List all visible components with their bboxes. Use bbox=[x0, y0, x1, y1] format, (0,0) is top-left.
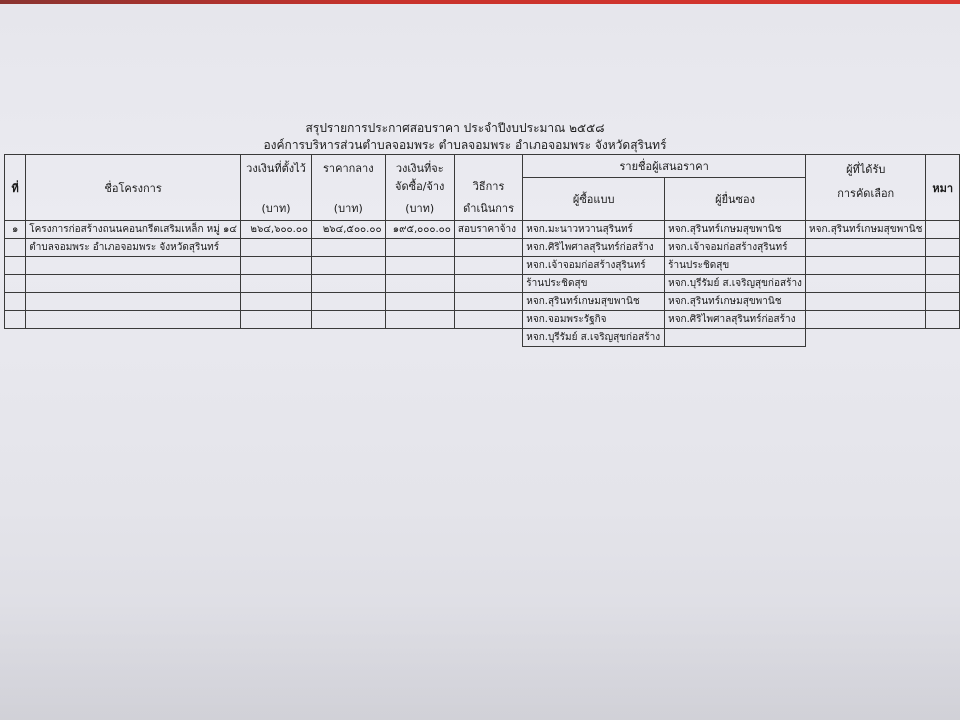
header-project: ชื่อโครงการ bbox=[26, 155, 241, 221]
median-price-value: ๒๖๔,๕๐๐.๐๐ bbox=[312, 221, 386, 239]
buyer-name: หจก.ศิริไพศาลสุรินทร์ก่อสร้าง bbox=[523, 239, 665, 257]
header-remark: หมา bbox=[926, 155, 960, 221]
header-selected: ผู้ที่ได้รับ การคัดเลือก bbox=[806, 155, 926, 221]
budget-value: ๒๖๔,๖๐๐.๐๐ bbox=[240, 221, 311, 239]
project-name-line2: ตำบลจอมพระ อำเภอจอมพระ จังหวัดสุรินทร์ bbox=[26, 239, 241, 257]
buyer-name: ร้านประชิดสุข bbox=[523, 275, 665, 293]
document-title: สรุปรายการประกาศสอบราคา ประจำปีงบประมาณ ๒๕๕๘ bbox=[305, 121, 605, 135]
document-paper bbox=[0, 4, 960, 720]
buyer-name: หจก.จอมพระรัฐกิจ bbox=[523, 311, 665, 329]
header-no: ที่ bbox=[5, 155, 26, 221]
submitter-name: หจก.สุรินทร์เกษมสุขพานิช bbox=[665, 293, 806, 311]
header-procure-amount: วงเงินที่จะ จัดซื้อ/จ้าง (บาท) bbox=[385, 155, 454, 221]
remark-cell bbox=[926, 221, 960, 239]
table-header-row bbox=[5, 155, 960, 178]
table-row bbox=[5, 221, 960, 239]
submitter-name bbox=[665, 329, 806, 347]
row-no: ๑ bbox=[5, 221, 26, 239]
procurement-table bbox=[4, 154, 960, 347]
selected-contractor: หจก.สุรินทร์เกษมสุขพานิช bbox=[806, 221, 926, 239]
method-value: สอบราคาจ้าง bbox=[454, 221, 522, 239]
submitter-name: หจก.บุรีรัมย์ ส.เจริญสุขก่อสร้าง bbox=[665, 275, 806, 293]
buyer-name: หจก.บุรีรัมย์ ส.เจริญสุขก่อสร้าง bbox=[523, 329, 665, 347]
submitter-name: ร้านประชิดสุข bbox=[665, 257, 806, 275]
project-name-line1: โครงการก่อสร้างถนนคอนกรีตเสริมเหล็ก หมู่ ๑๔ bbox=[26, 221, 241, 239]
table-row bbox=[5, 311, 960, 329]
header-median-price: ราคากลาง (บาท) bbox=[312, 155, 386, 221]
document-subtitle: องค์การบริหารส่วนตำบลจอมพระ ตำบลจอมพระ อำเภอจอมพระ จังหวัดสุรินทร์ bbox=[263, 138, 667, 152]
header-bidders-group: รายชื่อผู้เสนอราคา bbox=[523, 155, 806, 178]
submitter-name: หจก.เจ้าจอมก่อสร้างสุรินทร์ bbox=[665, 239, 806, 257]
submitter-name: หจก.สุรินทร์เกษมสุขพานิช bbox=[665, 221, 806, 239]
table-row bbox=[5, 257, 960, 275]
header-method: วิธีการ ดำเนินการ bbox=[454, 155, 522, 221]
buyer-name: หจก.มะนาวหวานสุรินทร์ bbox=[523, 221, 665, 239]
submitter-name: หจก.ศิริไพศาลสุรินทร์ก่อสร้าง bbox=[665, 311, 806, 329]
paper-shadow bbox=[0, 600, 960, 720]
header-budget: วงเงินที่ตั้งไว้ (บาท) bbox=[240, 155, 311, 221]
header-submitters: ผู้ยื่นซอง bbox=[665, 178, 806, 221]
table-row bbox=[5, 293, 960, 311]
table-row bbox=[5, 329, 960, 347]
buyer-name: หจก.เจ้าจอมก่อสร้างสุรินทร์ bbox=[523, 257, 665, 275]
table-row bbox=[5, 275, 960, 293]
document-header bbox=[0, 120, 960, 154]
header-buyers: ผู้ซื้อแบบ bbox=[523, 178, 665, 221]
buyer-name: หจก.สุรินทร์เกษมสุขพานิช bbox=[523, 293, 665, 311]
procure-value: ๑๙๕,๐๐๐.๐๐ bbox=[385, 221, 454, 239]
table-row bbox=[5, 239, 960, 257]
